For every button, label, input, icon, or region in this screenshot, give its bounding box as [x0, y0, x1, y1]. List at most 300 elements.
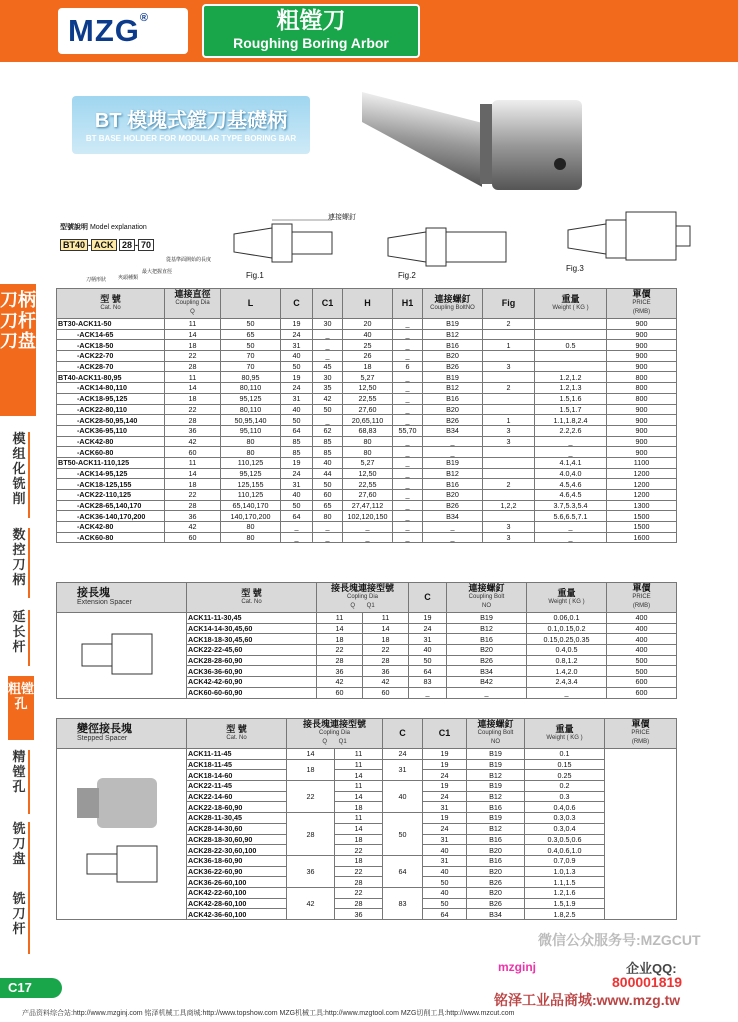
table-cell: ACK42-42-60,90 [187, 677, 317, 688]
table-cell: B12 [467, 791, 525, 802]
table-cell: 500 [607, 655, 677, 666]
table-cell: BT30-ACK11-50 [57, 319, 165, 330]
table-cell: _ [343, 532, 393, 543]
table-row [57, 340, 677, 351]
table-cell: B16 [423, 340, 483, 351]
table-cell: 50 [221, 340, 281, 351]
table-cell: 64 [423, 909, 467, 920]
table-cell: 11 [165, 319, 221, 330]
col-h1: H1 [393, 289, 423, 319]
table-cell: 1.8,2.5 [525, 909, 605, 920]
category-sidebar [0, 284, 36, 954]
table-cell: 45 [313, 361, 343, 372]
table-cell: 0.1,0.15,0.2 [527, 623, 607, 634]
table-cell: 36 [165, 425, 221, 436]
table-cell: 19 [281, 372, 313, 383]
table-cell: 0.7,0.9 [525, 855, 605, 866]
col-cat-no: 型 號 Cat. No [187, 719, 287, 749]
table-cell: _ [393, 372, 423, 383]
table-cell: 14 [363, 623, 409, 634]
table-cell: 18 [287, 759, 335, 780]
sidebar-item-fine-boring[interactable]: 精镗孔 [10, 750, 30, 814]
sidebar-item-milling-cutter[interactable]: 铣刀盘 [10, 822, 30, 892]
table-cell: 1.0,1.3 [525, 866, 605, 877]
table-cell: 0.5 [535, 340, 607, 351]
table-cell: 36 [165, 511, 221, 522]
table-cell: 20,65,110 [343, 415, 393, 426]
table-cell: 24 [423, 770, 467, 781]
table-cell: _ [535, 532, 607, 543]
table-row [57, 613, 677, 624]
table-cell: ACK42-22-60,100 [187, 887, 287, 898]
table-row [57, 404, 677, 415]
table-cell: B19 [423, 372, 483, 383]
table-cell: B26 [467, 898, 525, 909]
table-cell: 44 [313, 468, 343, 479]
table-cell: 0.8,1.2 [527, 655, 607, 666]
table-cell: 0.3 [525, 791, 605, 802]
table-cell: 900 [607, 415, 677, 426]
col-bolt: 連接螺釘 Coupling Bolt NO [467, 719, 525, 749]
sidebar-item-milling-arbor[interactable]: 铣刀杆 [10, 892, 30, 954]
table-cell: 1.2,1.2 [535, 372, 607, 383]
table-cell: 2 [483, 319, 535, 330]
table-cell: _ [393, 404, 423, 415]
table-cell: _ [393, 457, 423, 468]
stepped-spacer-drawing [57, 749, 187, 920]
table-cell: 2.2,2.6 [535, 425, 607, 436]
table-cell [605, 749, 677, 920]
table-cell: ACK22-11-45 [187, 781, 287, 792]
table-cell: B20 [467, 887, 525, 898]
table-row [57, 457, 677, 468]
model-explanation [60, 222, 240, 282]
stepped-spacer-image [67, 758, 177, 908]
table-cell: 110,125 [221, 490, 281, 501]
table-cell: 1200 [607, 490, 677, 501]
table-row [57, 500, 677, 511]
table-cell: 22 [363, 645, 409, 656]
table-cell: 40 [423, 866, 467, 877]
table-cell: 85 [313, 436, 343, 447]
table-cell: 40 [383, 781, 423, 813]
table-cell: 5,27 [343, 457, 393, 468]
table-cell: 80,95 [221, 372, 281, 383]
table-cell: 24 [423, 791, 467, 802]
table-cell: 125,155 [221, 479, 281, 490]
table-cell: _ [281, 522, 313, 533]
table-cell: _ [393, 383, 423, 394]
model-label-zh: 型號說明 [60, 224, 88, 231]
table-cell: BT40-ACK11-80,95 [57, 372, 165, 383]
table-cell: 18 [317, 634, 363, 645]
table-cell: _ [535, 522, 607, 533]
extension-spacer-rows [57, 613, 677, 699]
banner-en: BT BASE HOLDER FOR MODULAR TYPE BORING BAR [85, 134, 297, 143]
table-cell: ACK22-22-45,60 [187, 645, 317, 656]
table-cell: _ [535, 436, 607, 447]
col-weight: 重量 Weight ( KG ) [527, 583, 607, 613]
table-cell: ACK36-22-60,90 [187, 866, 287, 877]
watermark-qq-number: 800001819 [612, 974, 683, 990]
table-cell: 0.15,0.25,0.35 [527, 634, 607, 645]
table-cell: 36 [335, 909, 383, 920]
table-cell: 900 [607, 319, 677, 330]
table-cell: 60 [363, 687, 409, 698]
fig2-drawing [386, 214, 526, 272]
table-row [57, 436, 677, 447]
table-cell: 25 [343, 340, 393, 351]
table-cell: 95,110 [221, 425, 281, 436]
table-cell: 900 [607, 436, 677, 447]
table-row [57, 393, 677, 404]
col-c: C [409, 583, 447, 613]
table-cell: 400 [607, 645, 677, 656]
table-cell: 1500 [607, 522, 677, 533]
table-cell: 6 [393, 361, 423, 372]
table-cell: 31 [383, 759, 423, 780]
table-cell: -ACK22-70 [57, 351, 165, 362]
model-note2: 最大把握直徑 [142, 269, 173, 275]
table-cell [483, 511, 535, 522]
table-cell: 0.3,0.4 [525, 823, 605, 834]
table-cell: B26 [447, 655, 527, 666]
col-h: H [343, 289, 393, 319]
table-cell: B34 [467, 909, 525, 920]
table-cell: 19 [423, 759, 467, 770]
table-cell: B19 [467, 813, 525, 824]
table-cell: 20 [343, 319, 393, 330]
table-cell: 31 [423, 855, 467, 866]
table-cell: B12 [467, 770, 525, 781]
table-cell: 35 [313, 383, 343, 394]
table-cell: 80 [313, 511, 343, 522]
table-cell: _ [313, 340, 343, 351]
table-cell: 11 [317, 613, 363, 624]
model-code1: BT40 [60, 239, 88, 251]
table-cell: B26 [423, 361, 483, 372]
table-cell: B16 [447, 634, 527, 645]
table-cell: 64 [409, 666, 447, 677]
table-cell: 14 [287, 749, 335, 760]
table-cell: 64 [281, 425, 313, 436]
table-cell: 26 [343, 351, 393, 362]
col-cat-no: 型 號 Cat. No [187, 583, 317, 613]
table-cell: _ [393, 319, 423, 330]
table-cell: 11 [335, 759, 383, 770]
table-cell: 31 [281, 340, 313, 351]
table-cell: 80 [343, 436, 393, 447]
extension-spacer-drawing [57, 613, 187, 699]
table-cell: _ [535, 447, 607, 458]
sidebar-item-extension[interactable]: 延长杆 [10, 610, 30, 666]
table-cell: -ACK22-80,110 [57, 404, 165, 415]
table-cell: 1200 [607, 468, 677, 479]
table-cell: 22 [287, 781, 335, 813]
table-cell: -ACK36-95,110 [57, 425, 165, 436]
table-cell: 140,170,200 [221, 511, 281, 522]
table-cell: 24 [281, 329, 313, 340]
table-cell: 11 [335, 813, 383, 824]
table-cell: 3 [483, 532, 535, 543]
table-cell: 14 [335, 823, 383, 834]
table-cell: 22 [317, 645, 363, 656]
table-cell: 1.5,1.6 [535, 393, 607, 404]
table-cell: _ [423, 532, 483, 543]
sidebar-item-cnc[interactable]: 数控刀柄 [10, 528, 30, 598]
table-cell [535, 361, 607, 372]
table-cell: 0.3,0.3 [525, 813, 605, 824]
bt-arbor-image [362, 84, 582, 202]
col-c: C [281, 289, 313, 319]
table-row [57, 329, 677, 340]
table-cell [535, 351, 607, 362]
table-cell: 400 [607, 634, 677, 645]
table-cell: 22,55 [343, 393, 393, 404]
table-cell: 40 [281, 404, 313, 415]
table-cell: 0.4,0.6 [525, 802, 605, 813]
col-price: 單價 PRICE (RMB) [605, 719, 677, 749]
table-cell: _ [527, 687, 607, 698]
table-cell: 0.3,0.5,0.6 [525, 834, 605, 845]
table-cell: 900 [607, 340, 677, 351]
table-cell: 900 [607, 404, 677, 415]
table-cell: 4.0,4.0 [535, 468, 607, 479]
table-cell: 600 [607, 677, 677, 688]
table-cell: B42 [447, 677, 527, 688]
table-cell: 3 [483, 522, 535, 533]
table-cell: 40 [313, 457, 343, 468]
table-cell: 42 [317, 677, 363, 688]
table-cell: 3 [483, 361, 535, 372]
table-cell: ACK28-22-30,60,100 [187, 845, 287, 856]
model-label-en: Model explanation [89, 224, 147, 231]
table-cell: 27,60 [343, 404, 393, 415]
table-cell: 22 [335, 845, 383, 856]
table-cell: _ [393, 511, 423, 522]
table-cell: 28 [165, 361, 221, 372]
table-cell: 900 [607, 329, 677, 340]
table-cell: ACK22-18-60,90 [187, 802, 287, 813]
table-cell: 19 [423, 781, 467, 792]
title-en: Roughing Boring Arbor [233, 35, 389, 51]
table-cell: B19 [467, 759, 525, 770]
banner-zh: BT 模塊式鏜刀基礎柄 [94, 110, 288, 132]
table-cell: -ACK60-80 [57, 447, 165, 458]
table-cell: ACK60-60-60,90 [187, 687, 317, 698]
table-cell: 31 [423, 802, 467, 813]
table-cell: _ [393, 500, 423, 511]
table-cell: 27,47,112 [343, 500, 393, 511]
col-fig: Fig [483, 289, 535, 319]
table-cell: 19 [423, 749, 467, 760]
table-cell: _ [313, 415, 343, 426]
table-cell: 50 [281, 361, 313, 372]
model-note3: 夾頭種類 [118, 275, 139, 281]
table-cell: 14 [165, 329, 221, 340]
table-cell: -ACK28-70 [57, 361, 165, 372]
table-cell: 80,110 [221, 383, 281, 394]
table-cell: 60 [317, 687, 363, 698]
table-cell: 0.1 [525, 749, 605, 760]
table-row [57, 447, 677, 458]
table-cell: 3 [483, 436, 535, 447]
table-cell: 14 [335, 770, 383, 781]
table-cell: ACK36-26-60,100 [187, 877, 287, 888]
table-cell: _ [423, 436, 483, 447]
table-cell [535, 329, 607, 340]
sidebar-item-rough-boring[interactable]: 粗镗孔 [8, 676, 34, 740]
table-cell: B20 [423, 404, 483, 415]
table-cell: 0.4,0.5 [527, 645, 607, 656]
table-cell: _ [313, 329, 343, 340]
table-cell: 95,125 [221, 393, 281, 404]
col-l: L [221, 289, 281, 319]
extension-spacer-title: 接長塊 Extension Spacer [57, 583, 187, 613]
page-number: C17 [0, 978, 62, 998]
col-price: 單價 PRICE (RMB) [607, 583, 677, 613]
table-cell: B12 [467, 823, 525, 834]
table-cell: B20 [423, 490, 483, 501]
table-cell: 900 [607, 425, 677, 436]
table-cell: 3 [483, 425, 535, 436]
col-weight: 重量 Weight ( KG ) [535, 289, 607, 319]
table-cell: B20 [467, 866, 525, 877]
table-row [57, 490, 677, 501]
sidebar-item-toolholders[interactable] [0, 284, 36, 416]
table-cell: 1200 [607, 479, 677, 490]
table-cell: 60 [165, 447, 221, 458]
table-cell: 80,110 [221, 404, 281, 415]
table-cell: 4.5,4.6 [535, 479, 607, 490]
table-cell: 27,60 [343, 490, 393, 501]
table-cell: 62 [313, 425, 343, 436]
table-cell: 50,95,140 [221, 415, 281, 426]
stepped-spacer-table [56, 718, 677, 920]
table-cell: 2 [483, 479, 535, 490]
table-cell: 400 [607, 623, 677, 634]
model-code3: 28 [119, 239, 135, 251]
table-cell: ACK18-14-60 [187, 770, 287, 781]
table-cell: 11 [165, 372, 221, 383]
table-cell: 3.7,5.3,5.4 [535, 500, 607, 511]
table-cell: _ [393, 436, 423, 447]
table-cell: B12 [423, 329, 483, 340]
table-cell: 40 [281, 351, 313, 362]
table-cell: ACK28-14-30,60 [187, 823, 287, 834]
table-cell: 70 [221, 351, 281, 362]
table-cell: -ACK14-95,125 [57, 468, 165, 479]
table-cell: 14 [335, 791, 383, 802]
table-cell: 400 [607, 613, 677, 624]
table-cell: _ [393, 351, 423, 362]
table-cell: 83 [409, 677, 447, 688]
table-row [57, 532, 677, 543]
table-cell: ACK28-28-60,90 [187, 655, 317, 666]
col-cat-no: 型 號 Cat. No [57, 289, 165, 319]
table-cell: 1,2,2 [483, 500, 535, 511]
table-cell: _ [393, 522, 423, 533]
table-cell: 50 [281, 415, 313, 426]
table-cell: 1300 [607, 500, 677, 511]
table-cell: _ [423, 447, 483, 458]
table-cell: 12,50 [343, 383, 393, 394]
table-cell: 5,27 [343, 372, 393, 383]
table-cell: 31 [423, 834, 467, 845]
table-row [57, 468, 677, 479]
table-cell: 80 [343, 447, 393, 458]
watermark-shop: 铭泽工业品商城:www.mzg.tw [494, 992, 681, 1008]
table-cell: _ [281, 532, 313, 543]
stepped-spacer-title: 變徑接長塊 Stepped Spacer [57, 719, 187, 749]
col-weight: 重量 Weight ( KG ) [525, 719, 605, 749]
table-cell: _ [393, 447, 423, 458]
table-cell: _ [393, 340, 423, 351]
table-cell: 14 [317, 623, 363, 634]
table-cell: 18 [165, 479, 221, 490]
mzg-logo: MZG® [58, 8, 188, 54]
table-cell: B19 [467, 749, 525, 760]
table-cell: 36 [287, 855, 335, 887]
title-zh: 粗镗刀 [276, 7, 346, 33]
table-cell: 36 [317, 666, 363, 677]
table-cell: 11 [335, 781, 383, 792]
table-cell: ACK11-11-45 [187, 749, 287, 760]
table-cell: 1.5,1.7 [535, 404, 607, 415]
table-cell: 0.25 [525, 770, 605, 781]
table-cell [483, 372, 535, 383]
table-cell: _ [393, 532, 423, 543]
table-cell: 18 [335, 855, 383, 866]
model-code4: 70 [138, 239, 154, 251]
table-row [57, 511, 677, 522]
table-cell: 65 [313, 500, 343, 511]
table-cell: 19 [423, 813, 467, 824]
table-cell: BT50-ACK11-110,125 [57, 457, 165, 468]
table-cell: 28 [165, 500, 221, 511]
table-cell: 22 [335, 887, 383, 898]
watermark-qq-label: 企业QQ: [626, 961, 677, 976]
table-cell: 18 [335, 834, 383, 845]
table-cell: -ACK18-125,155 [57, 479, 165, 490]
sidebar-item-modular[interactable]: 模组化铣削 [10, 432, 30, 518]
table-cell: -ACK22-110,125 [57, 490, 165, 501]
table-cell: ACK22-14-60 [187, 791, 287, 802]
table-cell: 1.1,1.8,2.4 [535, 415, 607, 426]
table-cell: 50 [383, 813, 423, 856]
table-cell: _ [343, 522, 393, 533]
table-cell: 22 [165, 404, 221, 415]
table-cell: B20 [423, 351, 483, 362]
table-cell: 0.06,0.1 [527, 613, 607, 624]
table-cell: _ [393, 468, 423, 479]
table-cell: 85 [281, 436, 313, 447]
table-cell: 5.6,6.5,7.1 [535, 511, 607, 522]
table-cell: 14 [165, 383, 221, 394]
table-cell: 22 [335, 866, 383, 877]
table-cell: 80 [221, 447, 281, 458]
table-cell: B26 [423, 415, 483, 426]
table-cell: 31 [409, 634, 447, 645]
table-cell: B34 [447, 666, 527, 677]
col-price: 單價 PRICE (RMB) [607, 289, 677, 319]
table-cell: 18 [165, 393, 221, 404]
sidebar-label: 刀杆 [0, 310, 36, 331]
table-cell: 50 [423, 898, 467, 909]
table-cell: 24 [383, 749, 423, 760]
table-cell: _ [393, 329, 423, 340]
footer-links: 产品资料综合站:http://www.mzginj.com 铭泽机械工具商城:http://www.topshow.com MZG机械工具:http://www.mzgtool.com MZG切削工具:http://www.mzcut.com [22, 1010, 515, 1017]
